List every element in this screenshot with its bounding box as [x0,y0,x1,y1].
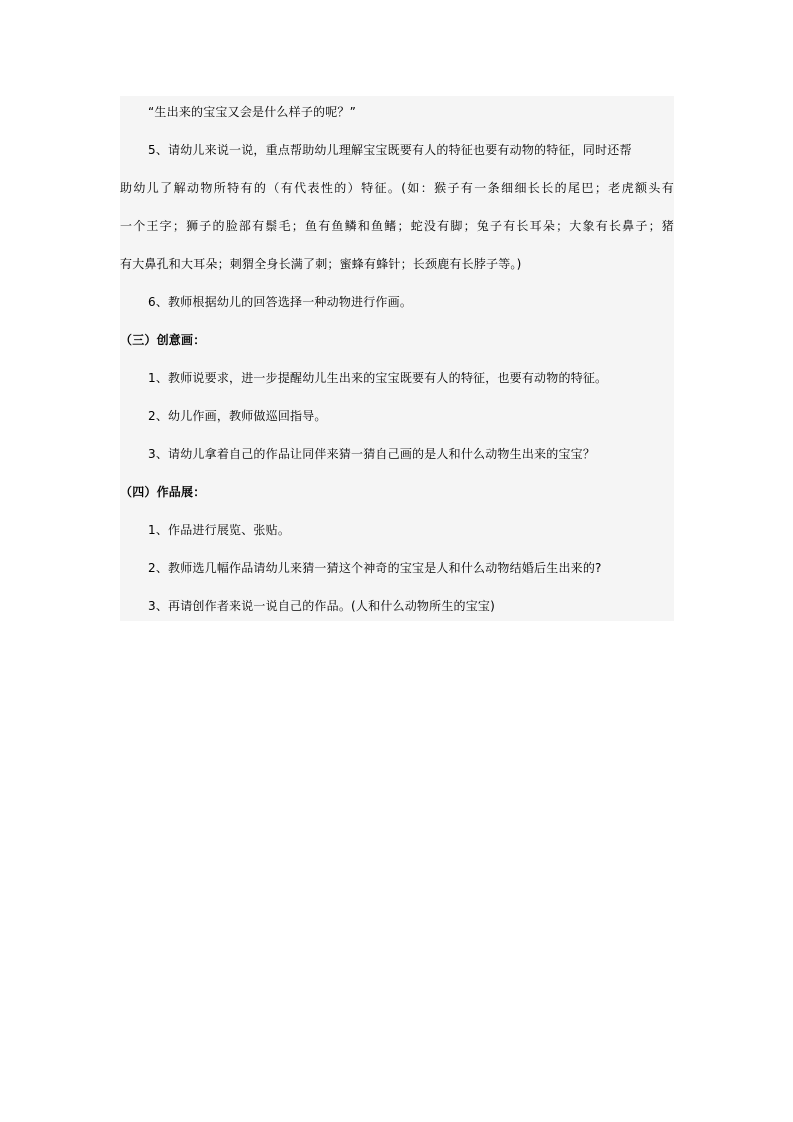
creative-step-2: 2、幼儿作画，教师做巡回指导。 [148,409,327,423]
step-6-line: 6、教师根据幼儿的回答选择一种动物进行作画。 [148,295,413,309]
exhibition-step-3: 3、再请创作者来说一说自己的作品。(人和什么动物所生的宝宝) [148,599,496,613]
step-5-line-1: 5、请幼儿来说一说，重点帮助幼儿理解宝宝既要有人的特征也要有动物的特征，同时还帮 [148,143,632,157]
step-5-line-2: 助幼儿了解动物所特有的（有代表性的）特征。(如：猴子有一条细细长长的尾巴；老虎额头有 [120,181,674,195]
document-content [120,96,674,621]
creative-step-3: 3、请幼儿拿着自己的作品让同伴来猜一猜自己画的是人和什么动物生出来的宝宝？ [148,447,596,461]
step-5-line-3: 一个王字；狮子的脸部有鬃毛；鱼有鱼鳞和鱼鳍；蛇没有脚；兔子有长耳朵；大象有长鼻子；猪 [120,219,674,233]
section-heading-creative-drawing: （三）创意画： [120,333,206,347]
exhibition-step-2: 2、教师选几幅作品请幼儿来猜一猜这个神奇的宝宝是人和什么动物结婚后生出来的? [148,561,602,575]
exhibition-step-1: 1、作品进行展览、张贴。 [148,523,291,537]
quote-line: “生出来的宝宝又会是什么样子的呢？” [148,105,357,119]
creative-step-1: 1、教师说要求，进一步提醒幼儿生出来的宝宝既要有人的特征，也要有动物的特征。 [148,371,608,385]
step-5-line-4: 有大鼻孔和大耳朵；刺猬全身长满了刺；蜜蜂有蜂针；长颈鹿有长脖子等。) [120,257,522,271]
section-heading-exhibition: （四）作品展： [120,485,206,499]
